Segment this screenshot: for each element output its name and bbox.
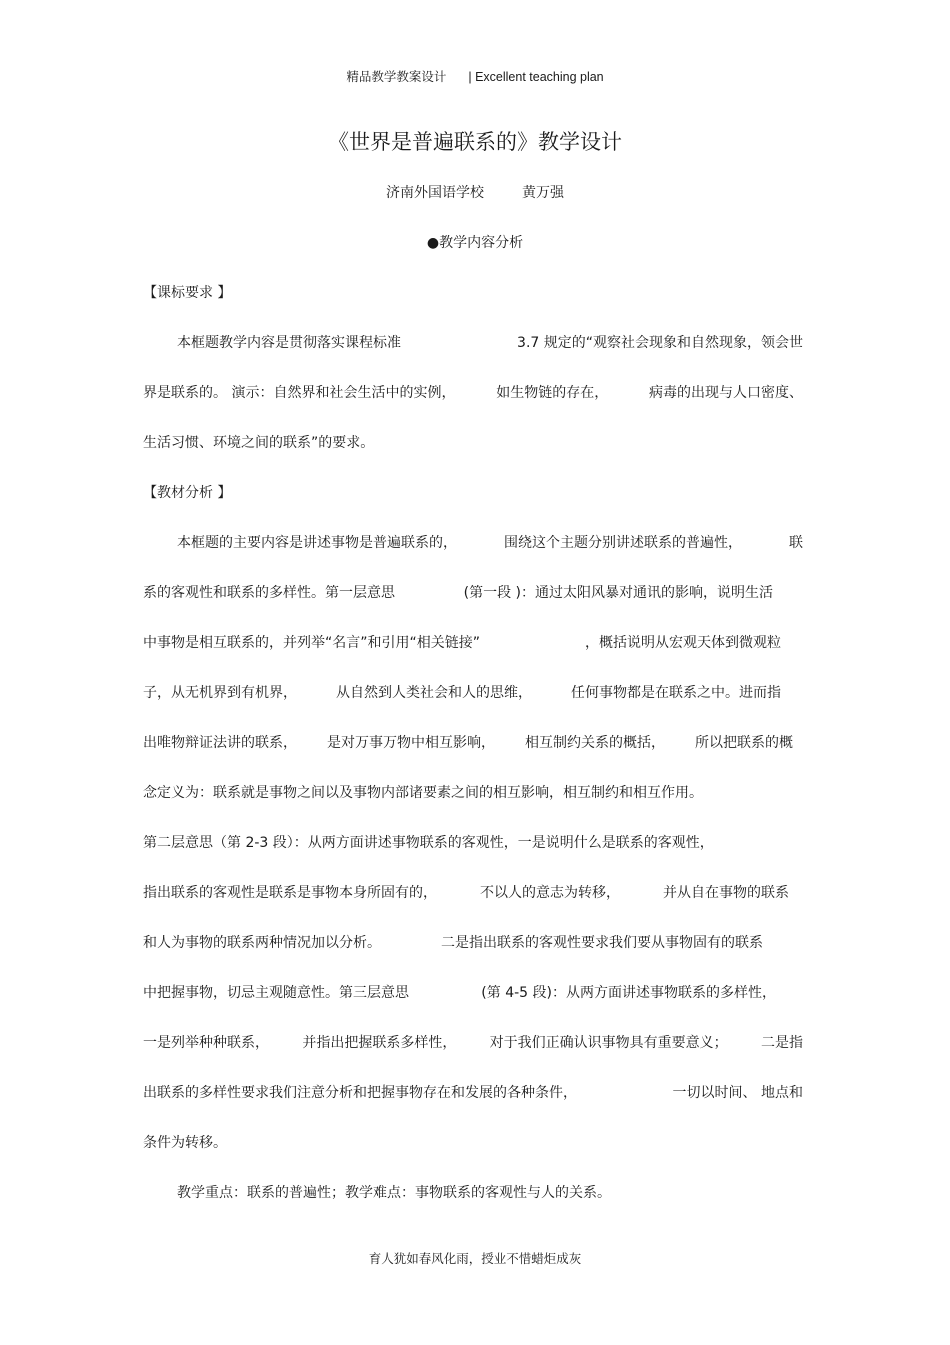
text-segment: ，概括说明从宏观天体到微观粒 [585,635,781,651]
paragraph-line [177,333,803,353]
text-segment: 一是列举种种联系， [143,1035,269,1051]
section-title: ●教学内容分析 [426,235,524,251]
paragraph-line [143,933,763,953]
key-points-text: 教学重点：联系的普遍性；教学难点：事物联系的客观性与人的关系。 [177,1185,611,1201]
text-segment: 和人为事物的联系两种情况加以分析。 [143,935,381,951]
text-segment: 从自然到人类社会和人的思维， [336,685,532,701]
paragraph-line [143,883,789,903]
text-segment: (第一段 )：通过太阳风暴对通讯的影响，说明生活 [463,585,773,601]
header-right-text: | Excellent teaching plan [468,70,604,84]
text-segment: 病毒的出现与人口密度、 [648,385,803,401]
paragraph-line [143,633,781,653]
paragraph-line [143,433,803,453]
text-segment: 不以人的意志为转移， [480,885,620,901]
document-title: 《世界是普遍联系的》教学设计 [328,130,622,154]
text-segment: 生活习惯、环境之间的联系”的要求。 [143,435,375,451]
author-school: 济南外国语学校 [386,185,484,201]
text-segment: 如生物链的存在， [496,385,609,401]
text-segment: 3.7 规定的“观察社会现象和自然现象，领会世 [517,335,803,351]
text-segment: 相互制约关系的概括， [525,735,665,751]
text-segment: 联 [789,535,803,551]
text-segment: 二是指出联系的客观性要求我们要从事物固有的联系 [441,935,763,951]
paragraph-line [143,383,803,403]
text-segment: 对于我们正确认识事物具有重要意义； [489,1035,728,1051]
paragraph-line [143,1133,803,1153]
paragraph-line [177,533,803,553]
text-segment: 并指出把握联系多样性， [302,1035,457,1051]
text-segment: 中把握事物，切忌主观随意性。第三层意思 [143,985,409,1001]
text-segment: 是对万事万物中相互影响， [327,735,495,751]
text-segment: 任何事物都是在联系之中。进而指 [571,685,781,701]
text-segment: 中事物是相互联系的，并列举“名言”和引用“相关链接” [143,635,481,651]
author-name: 黄万强 [522,185,564,201]
text-segment: 本框题教学内容是贯彻落实课程标准 [177,335,401,351]
page-footer: 育人犹如春风化雨，授业不惜蜡炬成灰 [368,1251,582,1266]
text-segment: 指出联系的客观性是联系是事物本身所固有的， [143,885,437,901]
text-segment: 系的客观性和联系的多样性。第一层意思 [143,585,395,601]
text-segment: 出联系的多样性要求我们注意分析和把握事物存在和发展的各种条件， [143,1085,577,1101]
paragraph-line [143,833,803,853]
text-segment: 出唯物辩证法讲的联系， [143,735,297,751]
text-segment: 并从自在事物的联系 [663,885,789,901]
text-segment: 第二层意思（第 2-3 段）：从两方面讲述事物联系的客观性，一是说明什么是联系的客观性， [143,835,714,851]
paragraph-line [143,583,773,603]
text-segment: 本框题的主要内容是讲述事物是普遍联系的， [177,535,457,551]
paragraph-line [143,983,776,1003]
text-segment: 念定义为：联系就是事物之间以及事物内部诸要素之间的相互影响，相互制约和相互作用。 [143,785,703,801]
text-segment: 条件为转移。 [143,1135,227,1151]
key-points-line [177,1183,803,1203]
text-segment: 界是联系的。 演示：自然界和社会生活中的实例， [143,385,456,401]
paragraph-line [143,733,793,753]
text-segment: 所以把联系的概 [695,735,793,751]
text-segment: 二是指 [760,1035,803,1051]
paragraph-line [143,1083,803,1103]
paragraph-line [143,1033,803,1053]
header-left-text: 精品教学教案设计 [346,69,447,84]
textbook-heading: 【教材分析 】 [143,485,232,501]
text-segment: 子，从无机界到有机界， [143,685,297,701]
paragraph-line [143,783,803,803]
page-header [0,67,950,87]
text-segment: 一切以时间、 地点和 [672,1085,803,1101]
author-line [0,183,950,203]
text-segment: 围绕这个主题分别讲述联系的普遍性， [504,535,742,551]
text-segment: (第 4-5 段)：从两方面讲述事物联系的多样性， [481,985,776,1001]
curriculum-heading: 【课标要求 】 [143,285,232,301]
paragraph-line [143,683,781,703]
